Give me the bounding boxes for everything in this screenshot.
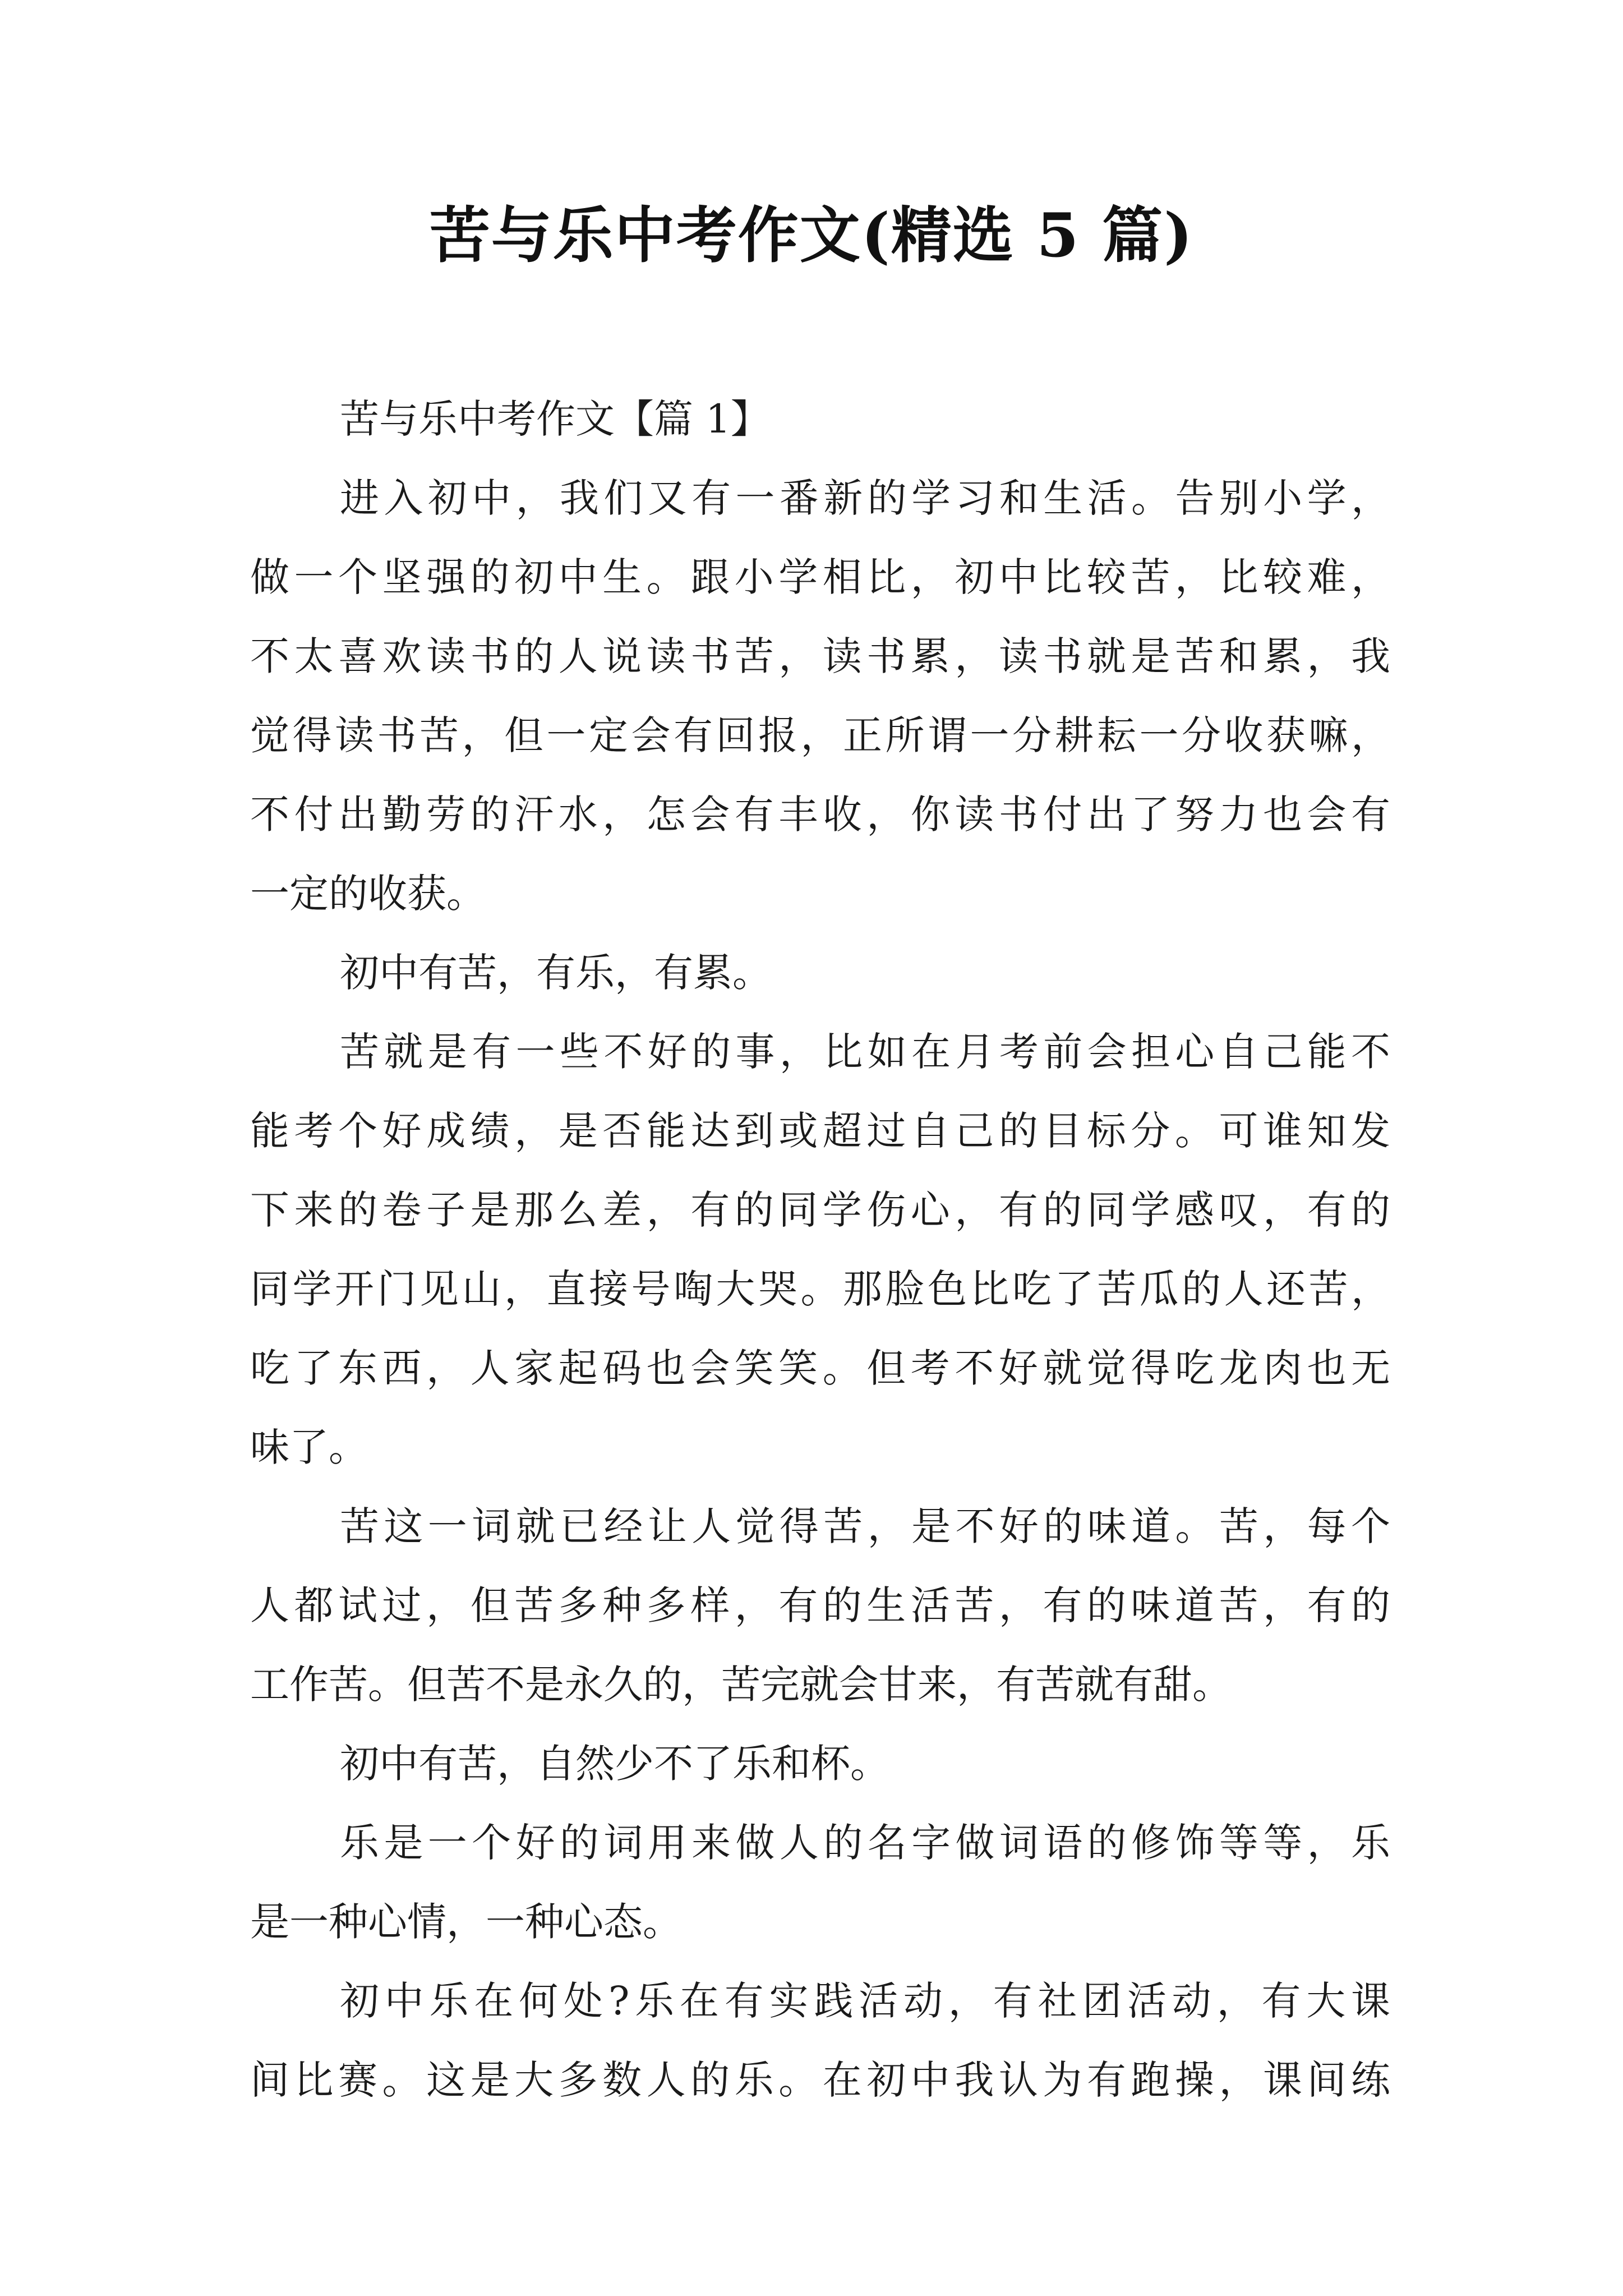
body-text-line: 一定的收获。 bbox=[250, 871, 486, 917]
body-text-line: 人都试过，但苦多种多样，有的生活苦，有的味道苦，有的 bbox=[250, 1582, 1390, 1628]
document-body bbox=[250, 380, 1390, 2120]
body-text-line: 间比赛。这是大多数人的乐。在初中我认为有跑操，课间练 bbox=[250, 2057, 1390, 2103]
body-text-line: 不太喜欢读书的人说读书苦，读书累，读书就是苦和累，我 bbox=[250, 633, 1390, 679]
body-text-line: 能考个好成绩，是否能达到或超过自己的目标分。可谁知发 bbox=[250, 1108, 1390, 1154]
body-text-line: 苦与乐中考作文【篇 1】 bbox=[340, 396, 770, 442]
body-text-line: 同学开门见山，直接号啕大哭。那脸色比吃了苦瓜的人还苦， bbox=[250, 1266, 1390, 1312]
body-text-line: 苦这一词就已经让人觉得苦，是不好的味道。苦，每个 bbox=[340, 1503, 1390, 1549]
body-text-line: 下来的卷子是那么差，有的同学伤心，有的同学感叹，有的 bbox=[250, 1187, 1390, 1233]
body-text-line: 苦就是有一些不好的事，比如在月考前会担心自己能不 bbox=[340, 1029, 1390, 1075]
body-text-line: 工作苦。但苦不是永久的，苦完就会甘来，有苦就有甜。 bbox=[250, 1662, 1232, 1708]
body-text-line: 是一种心情，一种心态。 bbox=[250, 1899, 682, 1945]
body-text-line: 进入初中，我们又有一番新的学习和生活。告别小学， bbox=[340, 475, 1390, 521]
body-text-line: 不付出勤劳的汗水，怎会有丰收，你读书付出了努力也会有 bbox=[250, 792, 1390, 838]
body-text-line: 觉得读书苦，但一定会有回报，正所谓一分耕耘一分收获嘛， bbox=[250, 712, 1390, 758]
body-text-line: 吃了东西，人家起码也会笑笑。但考不好就觉得吃龙肉也无 bbox=[250, 1345, 1390, 1391]
body-text-line: 初中有苦，自然少不了乐和杯。 bbox=[340, 1741, 889, 1787]
document-title: 苦与乐中考作文(精选 5 篇) bbox=[429, 200, 1194, 271]
body-text-line: 做一个坚强的初中生。跟小学相比，初中比较苦，比较难， bbox=[250, 554, 1390, 600]
body-text-line: 乐是一个好的词用来做人的名字做词语的修饰等等，乐 bbox=[340, 1820, 1390, 1866]
body-text-line: 初中乐在何处?乐在有实践活动，有社团活动，有大课 bbox=[340, 1978, 1390, 2024]
body-text-line: 初中有苦，有乐，有累。 bbox=[340, 950, 772, 996]
body-text-line: 味了。 bbox=[250, 1424, 368, 1470]
